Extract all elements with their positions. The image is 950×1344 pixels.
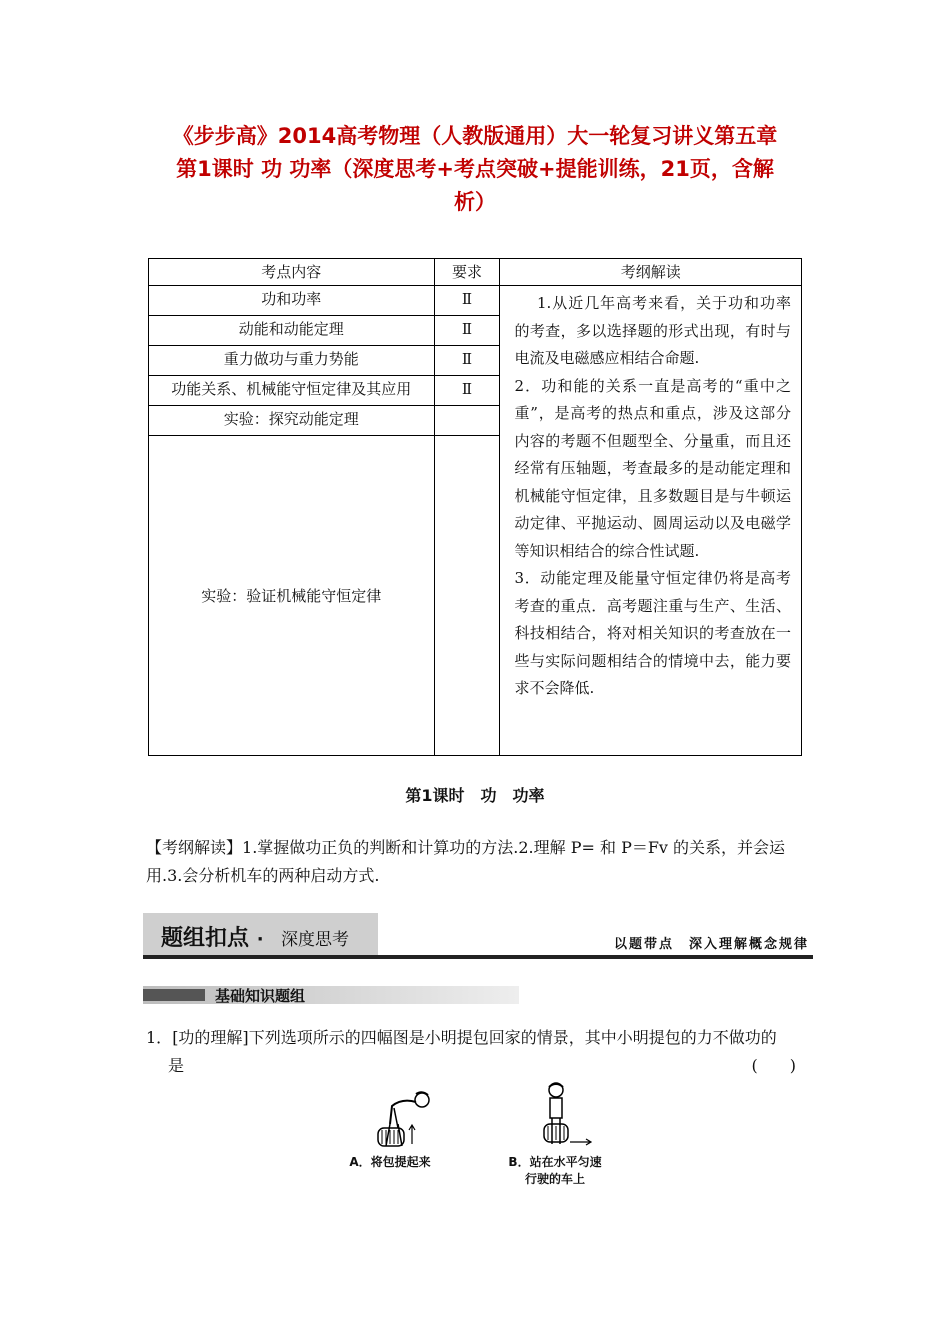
section-banner [143,913,813,961]
title-line-1: 《步步高》2014高考物理（人教版通用）大一轮复习讲义第五章 [172,124,778,148]
syllabus-guide [146,834,810,890]
interpretation-paragraph-3: 3．动能定理及能量守恒定律仍将是高考考查的重点．高考题注重与生产、生活、科技相结合，将对相关知识的考查放在一些与实际问题相结合的情境中去，能力要求不会降低. [514,569,791,697]
subsection-bar [143,989,205,1001]
title-line-3: 析） [454,190,496,214]
guide-label: 【考纲解读】 [146,838,243,857]
document-title [140,120,810,219]
table-header-row [149,259,802,286]
topic-cell: 实验：探究动能定理 [149,406,435,436]
level-cell: Ⅱ [434,316,500,346]
topic-cell: 功能关系、机械能守恒定律及其应用 [149,376,435,406]
topic-cell: 重力做功与重力势能 [149,346,435,376]
figure-a-lift-bag-illustration [372,1088,442,1152]
question-1 [146,1024,810,1080]
figure-a-caption-line-1: A．将包提起来 [349,1155,431,1169]
question-text: 下列选项所示的四幅图是小明提包回家的情景，其中小明提包的力不做功的 [248,1028,777,1047]
figure-b-caption [500,1154,610,1188]
figure-b-caption-line-1: B．站在水平匀速 [508,1155,602,1169]
figure-b-caption-line-2: 行驶的车上 [524,1172,585,1186]
syllabus-table [148,258,802,756]
banner-title [161,921,264,952]
table-row [149,286,802,316]
answer-paren: ( ) [751,1056,796,1075]
guide-text: 1.掌握做功正负的判断和计算功的方法.2.理解 P= 和 P＝Fv 的关系，并会运用.3.会分析机车的两种启动方式. [146,838,786,885]
interpretation-paragraph-1: 1.从近几年高考来看，关于功和功率的考查，多以选择题的形式出现，有时与电流及电磁感应相结合命题. [514,294,791,367]
title-line-2: 第1课时 功 功率（深度思考+考点突破+提能训练，21页，含解 [176,157,774,181]
subsection-title: 基础知识题组 [215,987,306,1005]
level-cell: Ⅱ [434,376,500,406]
question-line-2: 是 [168,1056,185,1075]
topic-cell: 功和功率 [149,286,435,316]
lesson-title: 第1课时 功 功率 [405,786,545,805]
figure-b-stand-on-vehicle-illustration [538,1080,598,1152]
banner-dot: · [256,929,264,950]
question-number: 1． [146,1028,173,1047]
topic-cell: 实验：验证机械能守恒定律 [149,436,435,756]
interpretation-paragraph-2: 2．功和能的关系一直是高考的“重中之重”，是高考的热点和重点，涉及这部分内容的考题不但题型全、分量重，而且还经常有压轴题，考查最多的是动能定理和机械能守恒定律，且多数题目是与牛顿运动定律、平抛运动、圆周运动以及电磁学等知识相结合的综合性试题. [514,376,791,560]
banner-main: 题组扣点 [161,926,250,951]
level-cell: Ⅱ [434,346,500,376]
header-level: 要求 [434,259,500,286]
banner-rule [143,955,813,959]
question-line-1 [146,1024,810,1052]
header-topic: 考点内容 [149,259,435,286]
question-tag: [功的理解] [172,1028,249,1047]
subsection-header [143,986,519,1004]
level-cell [434,406,500,436]
topic-cell: 动能和动能定理 [149,316,435,346]
level-cell [434,436,500,756]
figure-a-caption [340,1154,440,1171]
level-cell: Ⅱ [434,286,500,316]
banner-subtitle: 深度思考 [281,930,349,950]
header-interpretation: 考纲解读 [500,259,802,286]
banner-right-text: 以题带点 深入理解概念规律 [613,937,809,952]
interpretation-cell [500,286,802,756]
